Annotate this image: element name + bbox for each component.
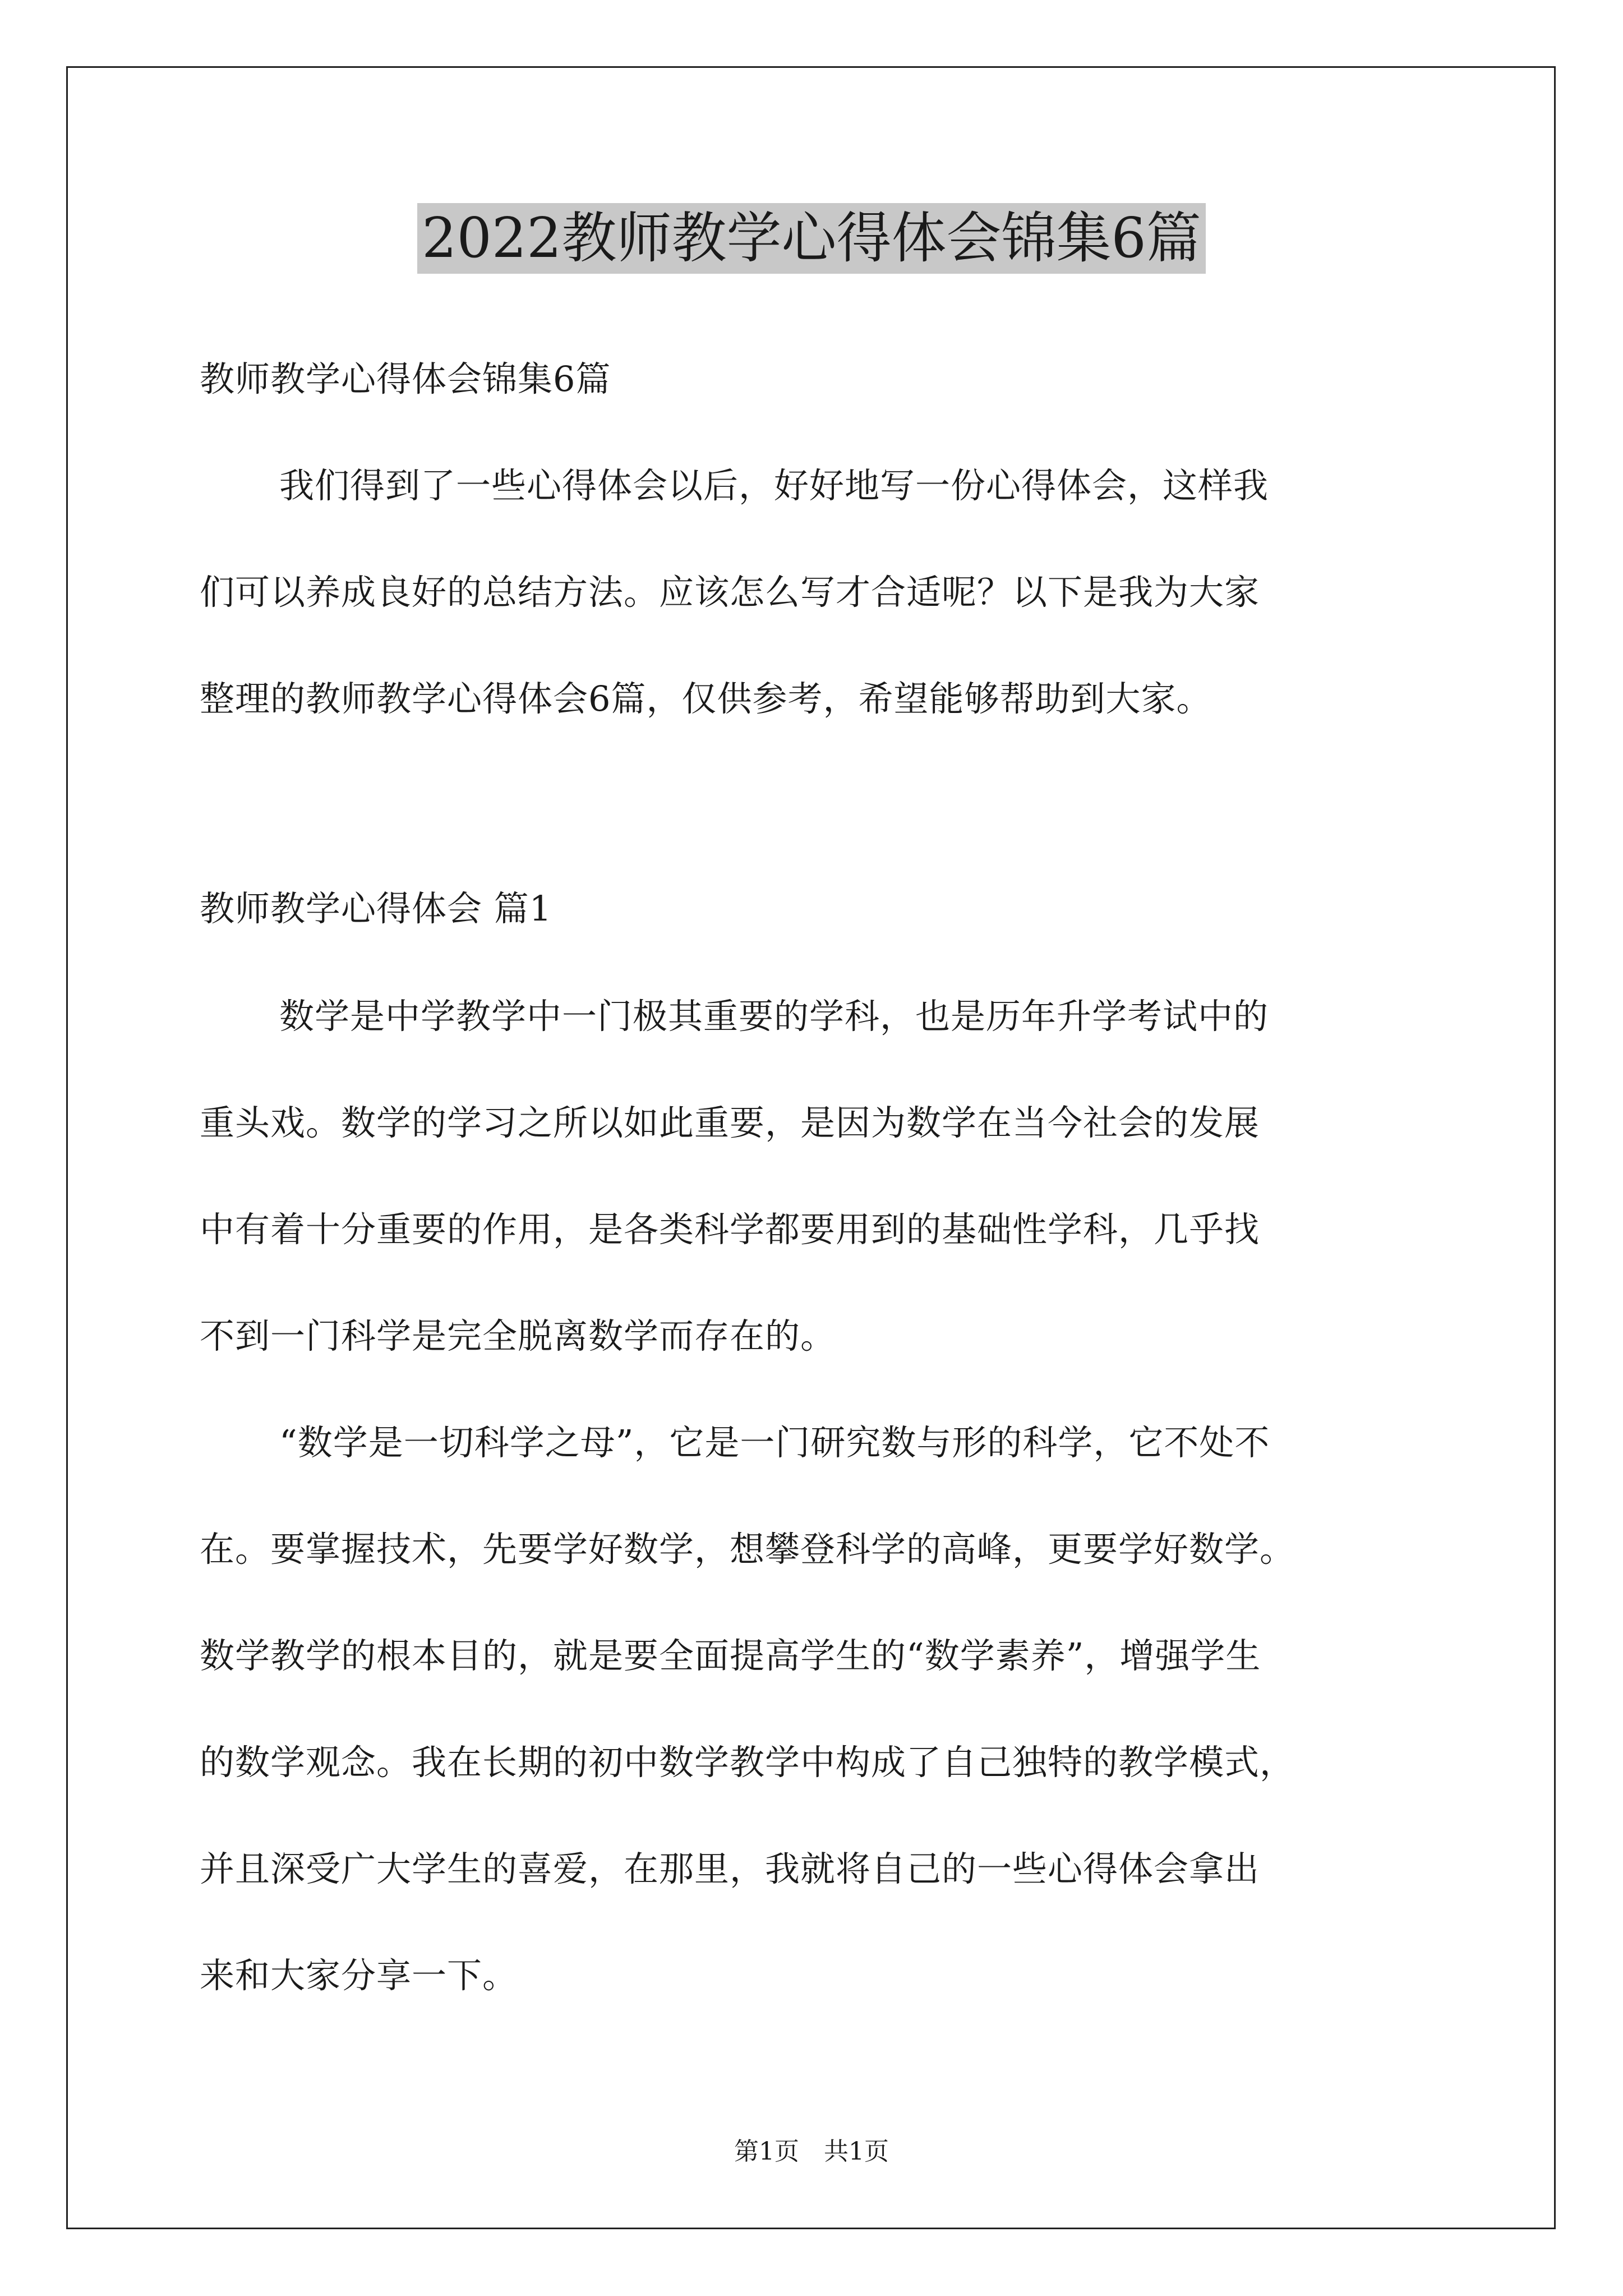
section-heading: 教师教学心得体会 篇1 — [200, 888, 552, 929]
paragraph-line: 来和大家分享一下。 — [200, 1955, 518, 1996]
page-footer: 第1页 共1页 — [734, 2137, 889, 2166]
paragraph-line: 的数学观念。我在长期的初中数学教学中构成了自己独特的教学模式， — [200, 1742, 1295, 1783]
paragraph-line: 不到一门科学是完全脱离数学而存在的。 — [200, 1315, 836, 1356]
paragraph-line: “数学是一切科学之母”，它是一门研究数与形的科学，它不处不 — [279, 1422, 1270, 1463]
paragraph-line: 并且深受广大学生的喜爱，在那里，我就将自己的一些心得体会拿出 — [200, 1848, 1260, 1889]
document-subtitle: 教师教学心得体会锦集6篇 — [200, 358, 611, 399]
intro-line: 整理的教师教学心得体会6篇，仅供参考，希望能够帮助到大家。 — [200, 678, 1212, 719]
paragraph-line: 数学是中学教学中一门极其重要的学科，也是历年升学考试中的 — [279, 996, 1269, 1037]
intro-line: 我们得到了一些心得体会以后，好好地写一份心得体会，这样我 — [279, 465, 1269, 506]
paragraph-line: 数学教学的根本目的，就是要全面提高学生的“数学素养”，增强学生 — [200, 1635, 1261, 1676]
document-title: 2022教师教学心得体会锦集6篇 — [0, 202, 1623, 275]
paragraph-line: 在。要掌握技术，先要学好数学，想攀登科学的高峰，更要学好数学。 — [200, 1529, 1295, 1570]
paragraph-line: 重头戏。数学的学习之所以如此重要，是因为数学在当今社会的发展 — [200, 1102, 1260, 1143]
intro-line: 们可以养成良好的总结方法。应该怎么写才合适呢？以下是我为大家 — [200, 572, 1260, 613]
paragraph-line: 中有着十分重要的作用，是各类科学都要用到的基础性学科，几乎找 — [200, 1209, 1260, 1250]
